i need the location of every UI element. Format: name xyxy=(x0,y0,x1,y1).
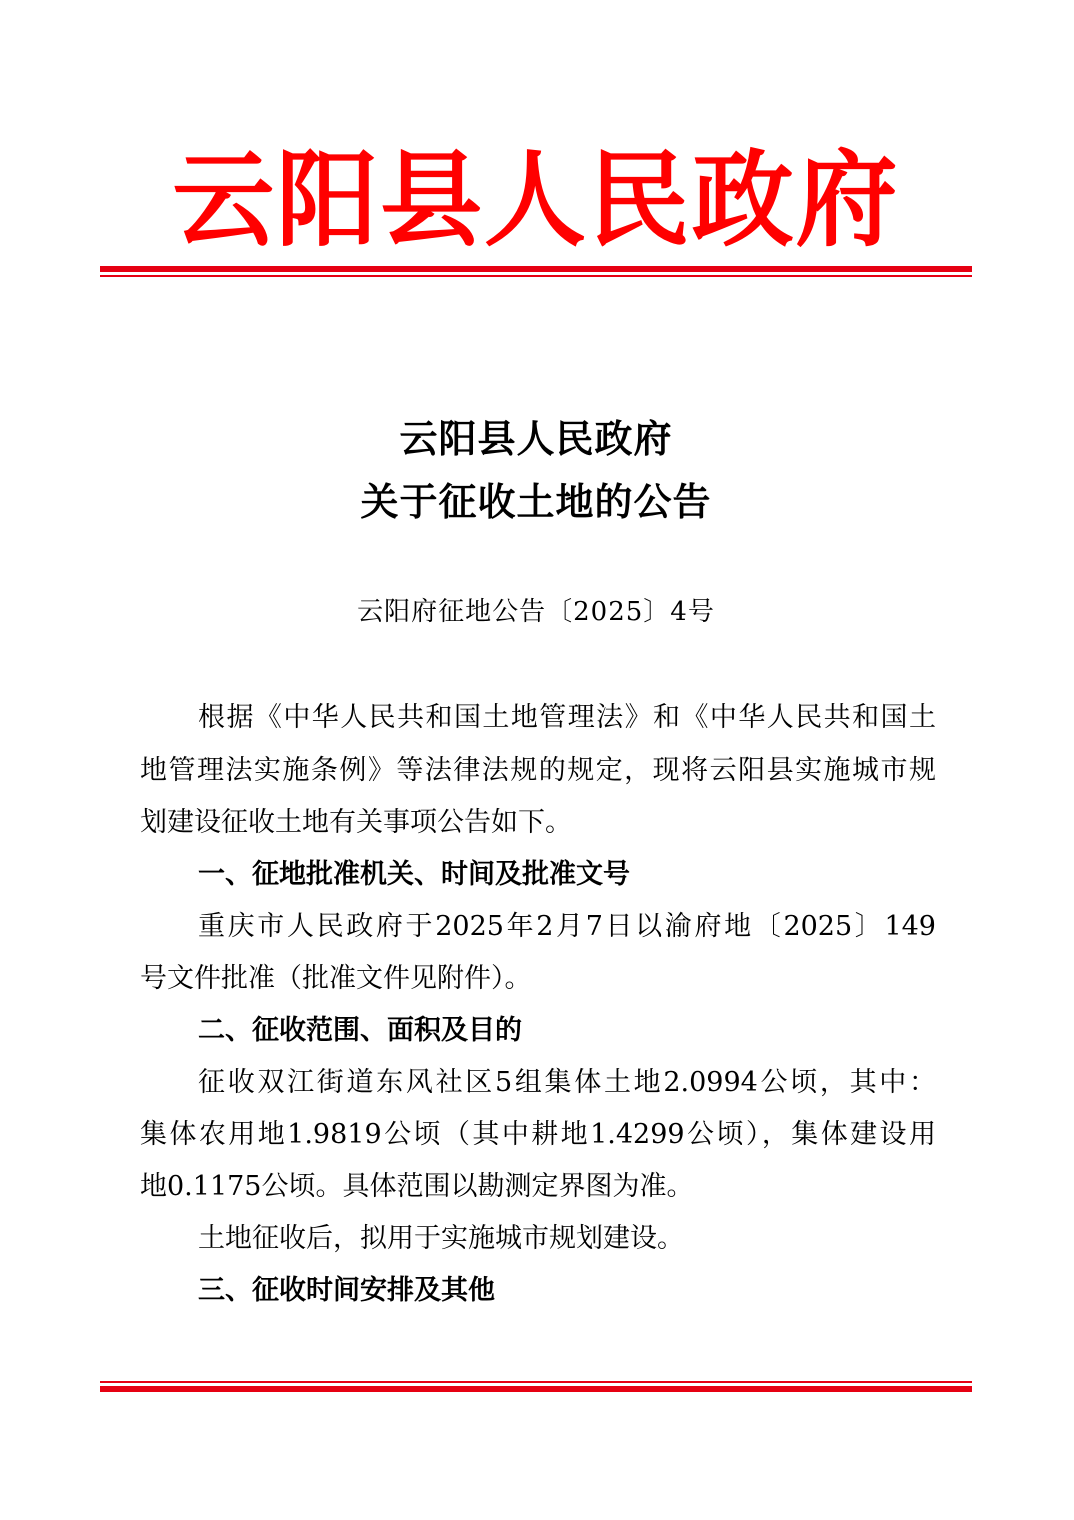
section3-heading: 三、征收时间安排及其他 xyxy=(198,1275,495,1306)
intro-line-2: 地管理法实施条例》等法律法规的规定，现将云阳县实施城市规 xyxy=(140,755,936,786)
document-title-line1: 云阳县人民政府 xyxy=(399,416,673,461)
document-number: 云阳府征地公告〔2025〕4号 xyxy=(357,597,715,627)
intro-line-1: 根据《中华人民共和国土地管理法》和《中华人民共和国土 xyxy=(198,702,936,733)
section2-heading: 二、征收范围、面积及目的 xyxy=(198,1015,522,1046)
section1-heading: 一、征地批准机关、时间及批准文号 xyxy=(198,859,630,890)
masthead-title: 云阳县人民政府 xyxy=(172,138,900,261)
section1-line-1: 重庆市人民政府于2025年2月7日以渝府地〔2025〕149 xyxy=(198,911,936,942)
document-title-line2: 关于征收土地的公告 xyxy=(360,479,712,524)
section2-line-3: 地0.1175公顷。具体范围以勘测定界图为准。 xyxy=(140,1171,694,1202)
intro-line-3: 划建设征收土地有关事项公告如下。 xyxy=(140,807,572,838)
footer-divider-thin xyxy=(100,1381,972,1383)
section2-line-1: 征收双江街道东风社区5组集体土地2.0994公顷，其中： xyxy=(198,1067,936,1098)
footer-divider-thick xyxy=(100,1386,972,1392)
section2-line-2: 集体农用地1.9819公顷（其中耕地1.4299公顷），集体建设用 xyxy=(140,1119,936,1150)
masthead-divider-thin xyxy=(100,275,972,277)
section2-purpose: 土地征收后，拟用于实施城市规划建设。 xyxy=(198,1223,684,1254)
masthead-divider-thick xyxy=(100,266,972,272)
section1-line-2: 号文件批准（批准文件见附件）。 xyxy=(140,963,532,994)
